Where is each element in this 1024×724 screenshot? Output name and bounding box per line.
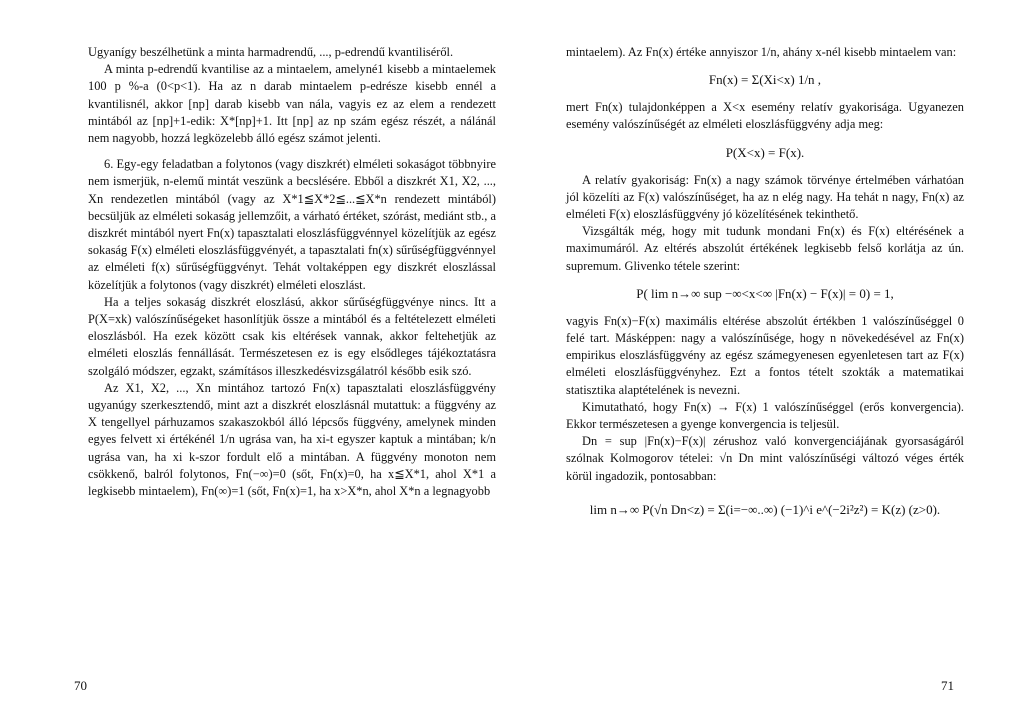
left-page-text bbox=[88, 44, 496, 500]
paragraph: Dn = sup |Fn(x)−F(x)| zérushoz való konvergenciájának gyorsaságáról szólnak Kolmogorov tételei: √n Dn mint valószínűségi változó véges érték körül ingadozik, pontosabban: bbox=[566, 434, 964, 483]
paragraph: Kimutatható, hogy Fn(x) → F(x) 1 valószínűséggel (erős konvergencia). Ekkor természetesen a gyenge konvergencia is teljesül. bbox=[566, 399, 964, 432]
paragraph: A minta p-edrendű kvantilise az a mintaelem, amelyné1 kisebb a mintaelemek 100 p %-a (0<p<1). Ha az n darab mintaelem p-edrésze kisebb ennél a kvantilisnél, akkor [np] darab kisebb van nála, vagyis ez az elem a rendezett mintából az [np]+1-edik: X*[np]+1. Itt [np] az np szám egész részét, a nálánál nem nagyobb, hozzá legközelebb álló egész számot jelenti. bbox=[88, 62, 496, 146]
paragraph: Vizsgálták még, hogy mit tudunk mondani Fn(x) és F(x) eltérésének a maximumáról. Az eltérés abszolút értékének legkisebb felső korlátja az ún. supremum. Glivenko tétele szerint: bbox=[566, 224, 964, 273]
page-number: 71 bbox=[941, 678, 954, 693]
right-page bbox=[512, 0, 1024, 724]
formula: P( lim n→∞ sup −∞<x<∞ |Fn(x) − F(x)| = 0) = 1, bbox=[636, 285, 894, 301]
paragraph: mintaelem). Az Fn(x) értéke annyiszor 1/n, ahány x-nél kisebb mintaelem van: bbox=[566, 45, 957, 59]
formula: lim n→∞ P(√n Dn<z) = Σ(i=−∞..∞) (−1)^i e^(−2i²z²) = K(z) (z>0). bbox=[589, 501, 941, 517]
page-number: 70 bbox=[74, 678, 87, 693]
paragraph: A relatív gyakoriság: Fn(x) a nagy számok törvénye értelmében várhatóan jól közelíti az F(x) valószínűséget, ha az n elég nagy. Ha tehát n nagy, Fn(x) az elméleti F(x) eloszlásfüggvény jó közelítésének tekinthető. bbox=[566, 172, 964, 222]
paragraph: Ugyanígy beszélhetünk a minta harmadrendű, ..., p-edrendű kvantiliséről. bbox=[88, 45, 454, 59]
paragraph: Az X1, X2, ..., Xn mintához tartozó Fn(x) tapasztalati eloszlásfüggvény ugyanúgy szerkesztendő, mint azt a diszkrét eloszlásnál mutattuk: a függvény az X tengellyel párhuzamos szakaszokból álló lépcsős függvény, amelynek minden egyes felvett xi értékénél 1/n ugrása van, ha xi-t egyszer kaptuk a mintában; k/n ugrása van, ha xi k-szor fordult elő a mintában. A függvény monoton nem csökkenő, balról folytonos, Fn(−∞)=0 (sőt, Fn(x)=0, ha x≦X*1, ahol X*1 a legkisebb mintaelem), Fn(∞)=1 (sőt, Fn(x)=1, ha x>X*n, ahol X*n a legnagyobb bbox=[88, 380, 496, 499]
formula: Fn(x) = Σ(Xi<x) 1/n , bbox=[708, 72, 822, 88]
right-page-text bbox=[566, 44, 964, 519]
paragraph: 6. Egy-egy feladatban a folytonos (vagy diszkrét) elméleti sokaságot többnyire nem ismerjük, n-elemű mintát veszünk a becslésére. Ebből a diszkrét X1, X2, ..., Xn rendezetlen mintából (vagy az X*1≦X*2≦...≦X*n rendezett mintából) becsüljük az elméleti sokaság jellemzőit, a várható értéket, szórást, mediánt stb., a diszkrét mintából nyert Fn(x) tapasztalati eloszlásfüggvénnyel közelítjük az egész sokaság F(x) elméleti eloszlásfüggvényét, a tapasztalati fn(x) sűrűségfüggvénnyel az elméleti f(x) sűrűségfüggvényt. Tehát voltaképpen egy diszkrét eloszlással közelítjük a folytonos (vagy diszkrét) elméleti eloszlást. bbox=[88, 157, 496, 292]
paragraph: Ha a teljes sokaság diszkrét eloszlású, akkor sűrűségfüggvénye nincs. Itt a P(X=xk) valószínűségeket hasonlítjük össze a mintából és a feltételezett elméleti eloszlásból. Ha ezek között csak kis eltérések vannak, akkor feltehetjük az elméleti eloszlás fennállását. Természetesen ez is egy elsődleges tájékoztatásra szolgáló módszer, egzakt, számításos illeszkedésvizsgálatról később esik szó. bbox=[88, 294, 496, 378]
formula: P(X<x) = F(x). bbox=[725, 144, 805, 160]
paragraph: vagyis Fn(x)−F(x) maximális eltérése abszolút értékben 1 valószínűséggel 0 felé tart. Másképpen: nagy a valószínűsége, hogy n növekedésével az Fn(x) empirikus eloszlásfüggvény az egész számegyenesen egyenletesen tart az F(x) elméleti eloszlásfüggvényhez. Ezt a fontos tételt szokták a matematikai statisztika alaptételének is nevezni. bbox=[566, 313, 964, 397]
paragraph: mert Fn(x) tulajdonképpen a X<x esemény relatív gyakorisága. Ugyanezen esemény valószínűségét az elméleti eloszlásfüggvény adja meg: bbox=[566, 100, 964, 132]
